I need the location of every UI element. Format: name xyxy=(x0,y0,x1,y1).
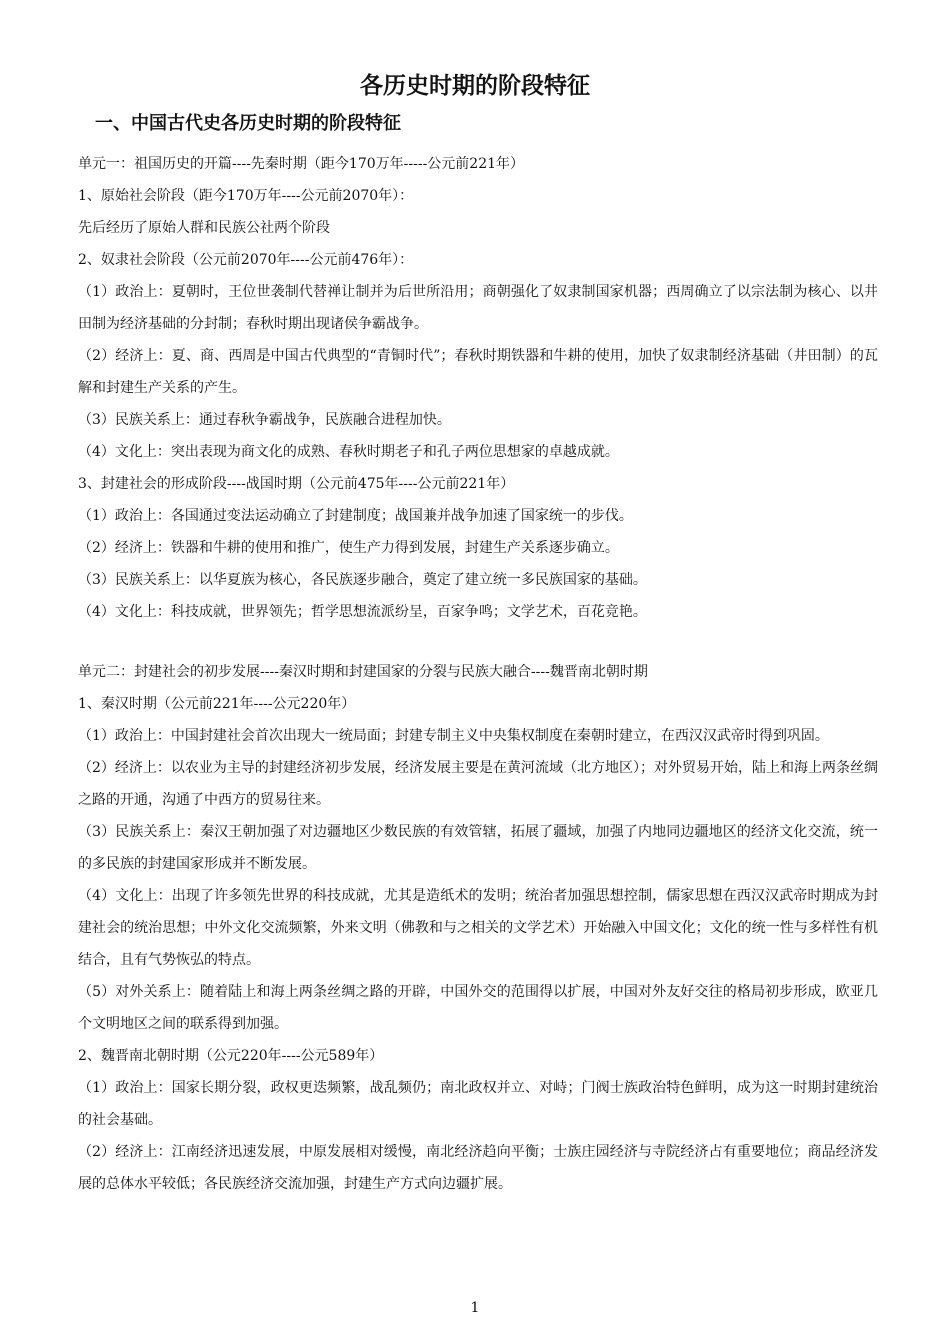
section-heading: 一、中国古代史各历史时期的阶段特征 xyxy=(95,113,401,134)
paragraph: （4）文化上：突出表现为商文化的成熟、春秋时期老子和孔子两位思想家的卓越成就。 xyxy=(78,444,619,460)
subsection-heading: 1、原始社会阶段（距今170万年----公元前2070年）： xyxy=(78,188,414,204)
unit-heading: 单元二：封建社会的初步发展----秦汉时期和封建国家的分裂与民族大融合----魏晋南北朝时期 xyxy=(78,664,648,680)
paragraph: （1）政治上：国家长期分裂，政权更迭频繁，战乱频仍；南北政权并立、对峙；门阀士族政治特色鲜明，成为这一时期封建统治的社会基础。 xyxy=(78,1080,878,1128)
section-spacer xyxy=(78,628,878,656)
paragraph: （2）经济上：江南经济迅速发展，中原发展相对缓慢，南北经济趋向平衡；士族庄园经济与寺院经济占有重要地位；商品经济发展的总体水平较低；各民族经济交流加强，封建生产方式向边疆扩展。 xyxy=(78,1144,878,1192)
paragraph: （2）经济上：夏、商、西周是中国古代典型的“青铜时代”；春秋时期铁器和牛耕的使用，加快了奴隶制经济基础（井田制）的瓦解和封建生产关系的产生。 xyxy=(78,348,878,396)
paragraph: （1）政治上：中国封建社会首次出现大一统局面；封建专制主义中央集权制度在秦朝时建立，在西汉汉武帝时得到巩固。 xyxy=(78,728,829,744)
paragraph: （2）经济上：铁器和牛耕的使用和推广，使生产力得到发展，封建生产关系逐步确立。 xyxy=(78,540,619,556)
page-number: 1 xyxy=(470,1300,480,1316)
subsection-heading: 2、奴隶社会阶段（公元前2070年----公元前476年）： xyxy=(78,252,414,268)
paragraph: （4）文化上：科技成就，世界领先；哲学思想流派纷呈，百家争鸣；文学艺术，百花竞艳。 xyxy=(78,604,647,620)
document-title: 各历史时期的阶段特征 xyxy=(360,73,590,99)
document-body xyxy=(78,148,878,1200)
paragraph: （3）民族关系上：通过春秋争霸战争，民族融合进程加快。 xyxy=(78,412,451,428)
subsection-heading: 1、秦汉时期（公元前221年----公元220年） xyxy=(78,696,356,712)
paragraph: （3）民族关系上：以华夏族为核心，各民族逐步融合，奠定了建立统一多民族国家的基础。 xyxy=(78,572,647,588)
paragraph: （4）文化上：出现了许多领先世界的科技成就，尤其是造纸术的发明；统治者加强思想控制，儒家思想在西汉汉武帝时期成为封建社会的统治思想；中外文化交流频繁，外来文明（佛教和与之相关的文学艺术）开始融入中国文化；文化的统一性与多样性有机结合，且有气势恢弘的特点。 xyxy=(78,888,878,968)
paragraph: （1）政治上：各国通过变法运动确立了封建制度；战国兼并战争加速了国家统一的步伐。 xyxy=(78,508,633,524)
paragraph: （1）政治上：夏朝时，王位世袭制代替禅让制并为后世所沿用；商朝强化了奴隶制国家机器；西周确立了以宗法制为核心、以井田制为经济基础的分封制；春秋时期出现诸侯争霸战争。 xyxy=(78,284,878,332)
paragraph: （3）民族关系上：秦汉王朝加强了对边疆地区少数民族的有效管辖，拓展了疆域，加强了内地同边疆地区的经济文化交流，统一的多民族的封建国家形成并不断发展。 xyxy=(78,824,878,872)
unit-heading: 单元一：祖国历史的开篇----先秦时期（距今170万年-----公元前221年） xyxy=(78,156,525,172)
subsection-heading: 2、魏晋南北朝时期（公元220年----公元589年） xyxy=(78,1048,384,1064)
paragraph: （5）对外关系上：随着陆上和海上两条丝绸之路的开辟，中国外交的范围得以扩展，中国对外友好交往的格局初步形成，欧亚几个文明地区之间的联系得到加强。 xyxy=(78,984,878,1032)
paragraph: 先后经历了原始人群和民族公社两个阶段 xyxy=(78,220,330,236)
paragraph: （2）经济上：以农业为主导的封建经济初步发展，经济发展主要是在黄河流域（北方地区）；对外贸易开始，陆上和海上两条丝绸之路的开通，沟通了中西方的贸易往来。 xyxy=(78,760,878,808)
subsection-heading: 3、封建社会的形成阶段----战国时期（公元前475年----公元前221年） xyxy=(78,476,515,492)
